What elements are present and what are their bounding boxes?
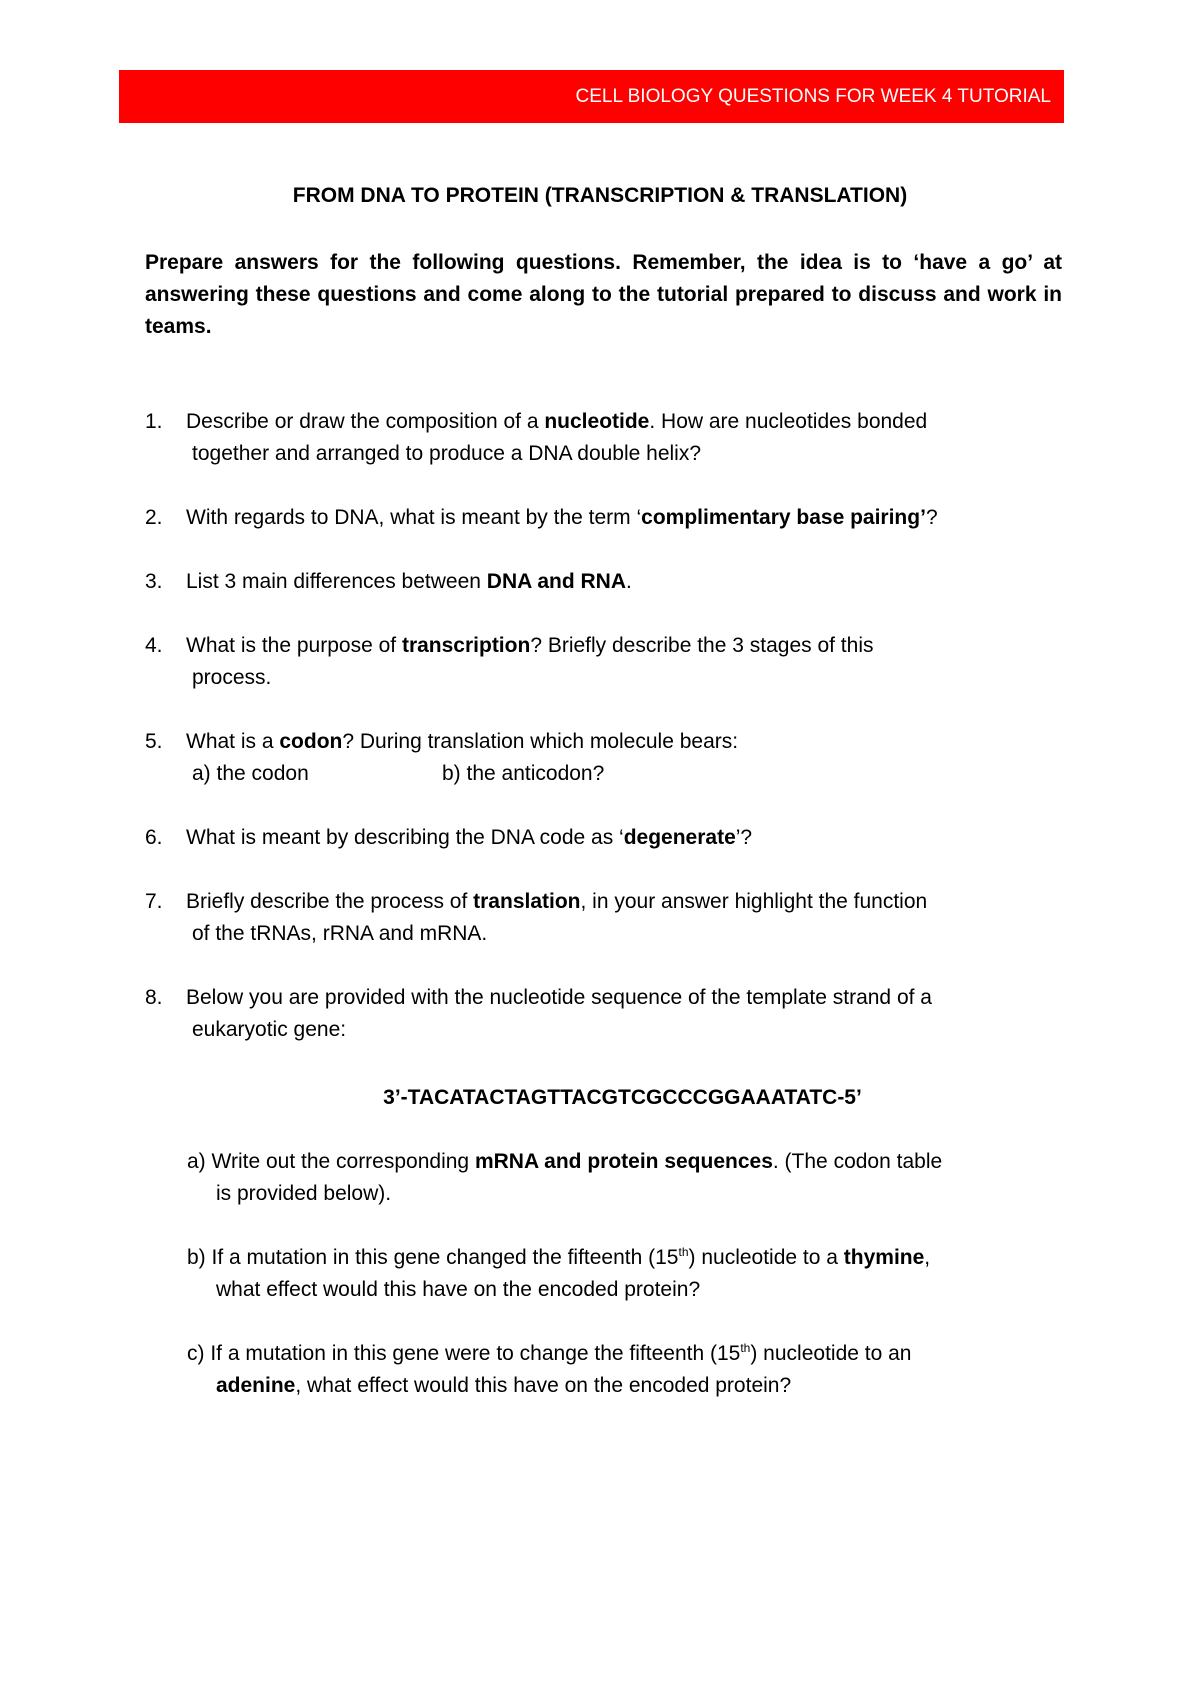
question-number: 7.	[145, 890, 163, 913]
option-b: b) the anticodon?	[442, 762, 605, 785]
subpart-text: a) Write out the corresponding	[187, 1150, 475, 1173]
question-7	[145, 886, 1065, 950]
key-term: translation	[473, 890, 581, 913]
key-term: nucleotide	[544, 410, 650, 433]
subpart-text: , what effect would this have on the encoded protein?	[295, 1374, 792, 1397]
question-text: Briefly describe the process of	[186, 890, 474, 913]
question-text-line2	[192, 758, 1065, 790]
question-text: List 3 main differences between	[186, 570, 487, 593]
question-text: ’?	[735, 826, 753, 849]
key-term: mRNA and protein sequences	[474, 1150, 773, 1173]
question-text-line2: together and arranged to produce a DNA double helix?	[192, 442, 702, 465]
key-term: adenine	[216, 1374, 296, 1397]
subpart-a	[187, 1146, 1067, 1210]
question-2	[145, 502, 1065, 534]
question-number: 4.	[145, 634, 163, 657]
question-text: What is a	[186, 730, 280, 753]
question-1	[145, 406, 1065, 470]
subpart-text: ) nucleotide to an	[750, 1342, 912, 1365]
question-text: Describe or draw the composition of a	[186, 410, 545, 433]
option-a: a) the codon	[192, 762, 309, 785]
question-5	[145, 726, 1065, 790]
question-number: 2.	[145, 506, 163, 529]
question-text: ?	[925, 506, 938, 529]
question-3	[145, 566, 1065, 598]
key-term: DNA and RNA	[486, 570, 627, 593]
question-text-line2: process.	[192, 666, 272, 689]
question-number: 8.	[145, 986, 163, 1009]
dna-sequence: 3’-TACATACTAGTTACGTCGCCCGGAAATATC-5’	[383, 1086, 862, 1109]
key-term: complimentary base pairing’	[641, 506, 926, 529]
question-text: Below you are provided with the nucleotide sequence of the template strand of a	[186, 986, 932, 1009]
key-term: transcription	[401, 634, 531, 657]
subpart-text-line2: is provided below).	[216, 1182, 392, 1205]
question-text: What is the purpose of	[186, 634, 402, 657]
question-text: . How are nucleotides bonded	[649, 410, 928, 433]
subpart-text-line2	[216, 1370, 1067, 1402]
question-number: 6.	[145, 826, 163, 849]
subpart-text: . (The codon table	[772, 1150, 943, 1173]
subpart-c	[187, 1338, 1067, 1402]
subpart-text: ,	[924, 1246, 931, 1269]
key-term: degenerate	[623, 826, 736, 849]
page-title: FROM DNA TO PROTEIN (TRANSCRIPTION & TRANSLATION)	[292, 184, 908, 207]
question-number: 5.	[145, 730, 163, 753]
superscript: th	[740, 1341, 751, 1355]
superscript: th	[678, 1245, 689, 1259]
subpart-text-line2: what effect would this have on the encoded protein?	[216, 1278, 701, 1301]
question-text-line2: eukaryotic gene:	[192, 1018, 347, 1041]
question-8	[145, 982, 1065, 1046]
question-number: 1.	[145, 410, 163, 433]
question-number: 3.	[145, 570, 163, 593]
question-text: ? During translation which molecule bears:	[342, 730, 739, 753]
header-title: CELL BIOLOGY QUESTIONS FOR WEEK 4 TUTORIAL	[575, 86, 1051, 107]
question-4	[145, 630, 1065, 694]
question-text: .	[626, 570, 632, 593]
question-text: , in your answer highlight the function	[580, 890, 928, 913]
subpart-b	[187, 1242, 1067, 1306]
key-term: thymine	[843, 1246, 925, 1269]
question-text-line2: of the tRNAs, rRNA and mRNA.	[192, 922, 488, 945]
question-text: What is meant by describing the DNA code as ‘	[186, 826, 624, 849]
subpart-text: c) If a mutation in this gene were to change the fifteenth (15	[187, 1342, 741, 1365]
key-term: codon	[279, 730, 343, 753]
question-text: ? Briefly describe the 3 stages of this	[530, 634, 874, 657]
subpart-text: ) nucleotide to a	[688, 1246, 844, 1269]
header-banner	[119, 70, 1064, 123]
question-text: With regards to DNA, what is meant by the term ‘	[186, 506, 642, 529]
subpart-text: b) If a mutation in this gene changed the fifteenth (15	[187, 1246, 679, 1269]
intro-paragraph: Prepare answers for the following questions. Remember, the idea is to ‘have a go’ at answering these questions and come along to the tutorial prepared to discuss and work in teams.	[145, 251, 1062, 338]
question-6	[145, 822, 1065, 854]
